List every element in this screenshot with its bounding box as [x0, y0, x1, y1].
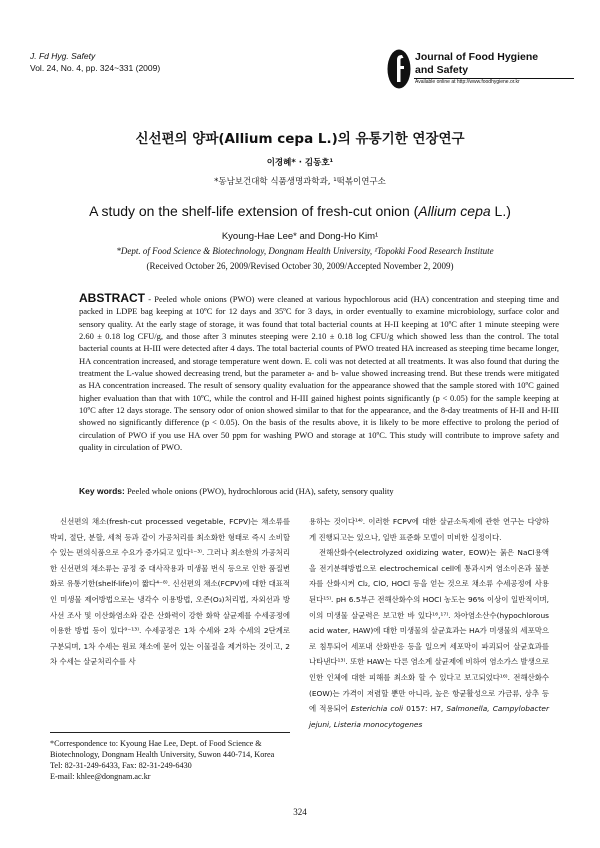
english-title — [0, 203, 600, 219]
correspondence-footnote — [50, 738, 295, 782]
species-name: Esterichia coli — [350, 704, 404, 714]
english-authors: Kyoung-Hae Lee* and Dong-Ho Kim¹ — [221, 231, 379, 242]
body-paragraph: 신선편의 채소(fresh-cut processed vegetable, FCPV)는 채소류를 박피, 절단, 분할, 세척 등과 같이 가공처리를 최소화한 형태로 즉시 소비할 수 있는 편의식품으로 수요가 증가되고 있다¹⁻³⁾. 그러나 최소한의 가공처리한 신선편의 채소류는 공정 중 대사작용과 미생물 번식 등으로 인한 품질변화로 유통기한(shelf-life)이 짧다⁴⁻⁸⁾. 신선편의 채소(FCPV)에 대한 대표적인 미생물 제어방법으로는 냉각수 이용방법, 오존(O₃)처리법, 자외선과 방사선 조사 및 이산화염소와 같은 산화력이 강한 화학 살균제를 수세공정에 이용한 방법 등이 있다⁹⁻¹³⁾. 수세공정은 1차 수세와 2차 수세의 2단계로 구분되며, 1차 수세는 원료 채소에 묻어 있는 이물질을 제거하는 것이고, 2차 수세는 살균처리수를 사 — [50, 517, 290, 667]
body-right-column — [309, 514, 549, 732]
body-paragraph — [309, 545, 549, 732]
keywords-label: Key words: — [79, 486, 125, 496]
journal-name-line2: and Safety — [415, 64, 469, 76]
journal-logo-icon — [387, 49, 411, 89]
korean-authors: 이경혜* · 김동호¹ — [266, 158, 334, 168]
korean-title: 신선편의 양파(Allium cepa L.)의 유통기한 연장연구 — [135, 131, 465, 147]
body-text: 0157: H7, — [403, 704, 447, 714]
page-number: 324 — [293, 807, 307, 817]
korean-affiliation: *동남보건대학 식품생명과학과, ¹떡볶이연구소 — [214, 177, 386, 187]
footnote-correspondence: *Correspondence to: Kyoung Hae Lee, Dept. of Food Science & Biotechnology, Dongnam Health University, Suwon 440-714, Korea — [50, 739, 275, 759]
english-title-species: Allium cepa — [418, 203, 491, 219]
journal-name — [415, 51, 538, 77]
body-left-column — [50, 514, 290, 670]
journal-citation — [30, 50, 160, 74]
footnote-email: E-mail: khlee@dongnam.ac.kr — [50, 772, 151, 781]
footnote-rule — [50, 732, 290, 733]
abstract-label: ABSTRACT — [79, 291, 145, 305]
footnote-tel: Tel: 82-31-249-6433, Fax: 82-31-249-6430 — [50, 761, 192, 770]
journal-website: Available online at http://www.foodhygiene.or.kr — [415, 79, 520, 85]
volume-line: Vol. 24, No. 4, pp. 324~331 (2009) — [30, 63, 161, 73]
keywords — [79, 486, 559, 496]
body-text: 전해산화수(electrolyzed oxidizing water, EOW)는 묽은 NaCl용액을 전기분해방법으로 electrochemical cell에 통과시켜 염소이온과 물분자를 산화시켜 Cl₂, ClO, HOCl 등을 얻는 것으로 채소류 수세공정에 사용된다¹⁵⁾. pH 6.5부근 전해산화수의 HOCl 농도는 96% 이상이 일반적이며, 이의 미생물 살균력은 보고한 바 있다¹⁶,¹⁷⁾. 차아염소산수(hypochlorous acid water, HAW)에 대한 미생물의 살균효과는 HA가 미생물의 세포막으로 침투되어 세포내 산화반응 등을 일으켜 세포막이 파괴되어 살균효과를 나타낸다¹³⁾. 또한 HAW는 다른 염소계 살균제에 비하여 염소가스 발생으로 인한 인체에 대한 피해를 최소화 할 수 있다고 보고되었다¹⁶⁾. 전해산화수(EOW)는 가격이 저렴할 뿐만 아니라, 높은 항균활성으로 가금류, 상추 등에 적용되어 — [309, 548, 549, 714]
english-affiliation: *Dept. of Food Science & Biotechnology, Dongnam Health University, ¹Topokki Food Research Institute — [116, 246, 494, 256]
abstract — [79, 292, 559, 453]
keywords-text: Peeled whole onions (PWO), hydrochlorous acid (HA), safety, sensory quality — [124, 486, 394, 496]
journal-abbrev: J. Fd Hyg. Safety — [30, 51, 96, 61]
english-title-pre: A study on the shelf-life extension of fresh-cut onion ( — [89, 203, 419, 219]
received-dates: (Received October 26, 2009/Revised October 30, 2009/Accepted November 2, 2009) — [146, 261, 454, 271]
body-paragraph-continuation: 용하는 것이다¹⁴⁾. 이러한 FCPV에 대한 살균소독제에 관한 연구는 다양하게 진행되고는 있으나, 일반 표준화 모델이 미비한 실정이다. — [309, 517, 549, 542]
english-title-post: L.) — [490, 203, 511, 219]
species-name: Salmonella, Campylobacter jejuni, Listeria monocytogenes — [309, 704, 549, 729]
journal-name-line1: Journal of Food Hygiene — [415, 51, 539, 63]
abstract-body: - Peeled whole onions (PWO) were cleaned at various hypochlorous acid (HA) concentration and steeping time and packed in LDPE bag keeping at 10ºC for 12 days and 35ºC for 3 days, in order eventually to examine microbiology, surface color and sensory quality. At the early stage of storage, it was found that total bacterial counts at H-II keeping at 10ºC after 1 minute steeping were 2.60 ± 0.18 log CFU/g, and those after 3 minutes steeping were 2.10 ± 0.18 log CFU/g which showed less than the control. The total bacterial counts at H-III were detected after 4 days. The total bacterial counts of PWO treated HA increased as steeping time became longer, HA concentration increased, and storage temperature went down. E. coli was not detected at all treatments. It was also found that during the treatment the L-value showed decreasing trend, but the parameter a- and b- value showed increasing trend. But these trends were mitigated as HA concentration increased. The result of sensory quality evaluation for the appearance showed that the sample stored with 10ºC gained higher evaluation than that with 10ºC, while the control and H-III gained highest points significantly (p < 0.05) for the sample keeping at 10ºC after 12 days storage. The sensory odor of onion showed similar to that for the appearance, and the 8-day treatments of H-II and H-III showed no significantly difference (p < 0.05). On the basis of the results above, it is likely to be more effective to prolong the period of circulation of PWO if you use HA over 50 ppm for washing PWO and storage at 10ºC. This study will contribute to improve safety and quality in circulation of PWO. — [79, 294, 559, 453]
